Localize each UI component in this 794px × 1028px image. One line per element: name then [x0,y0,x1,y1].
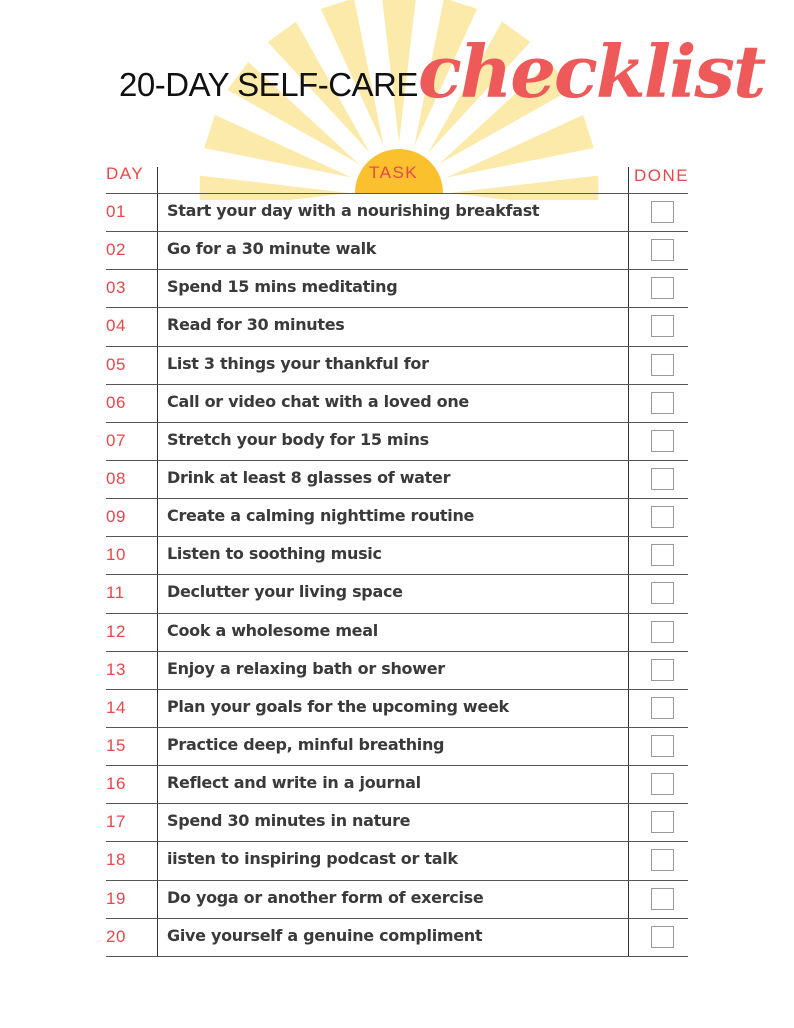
task-text: Stretch your body for 15 mins [167,429,429,449]
task-text: iisten to inspiring podcast or talk [167,849,458,869]
task-text: Call or video chat with a loved one [167,391,469,411]
day-number: 10 [106,545,126,565]
day-number: 17 [106,812,126,832]
table-row [106,307,688,345]
day-number: 11 [106,583,125,603]
task-text: Go for a 30 minute walk [167,239,377,259]
task-text: Listen to soothing music [167,544,382,564]
column-header-day: DAY [106,164,145,183]
done-checkbox[interactable] [651,582,674,604]
done-checkbox[interactable] [651,392,674,414]
table-row [106,841,688,879]
table-row [106,193,688,231]
day-number: 05 [106,354,126,374]
table-row [106,346,688,384]
day-number: 16 [106,774,126,794]
day-number: 06 [106,392,126,412]
day-number: 07 [106,430,126,450]
task-text: Cook a wholesome meal [167,620,378,640]
column-header-done: DONE [634,166,690,185]
task-text: List 3 things your thankful for [167,353,429,373]
page-title-script: checklist [418,29,765,114]
day-number: 02 [106,240,126,260]
done-checkbox[interactable] [651,735,674,757]
table-row [106,574,688,612]
table-row [106,613,688,651]
page-title: 20-DAY SELF-CARE [119,66,418,103]
done-checkbox[interactable] [651,430,674,452]
done-checkbox[interactable] [651,811,674,833]
done-checkbox[interactable] [651,697,674,719]
day-number: 01 [106,202,126,221]
checklist-table [106,193,688,957]
done-checkbox[interactable] [651,659,674,681]
day-number: 20 [106,926,126,946]
day-number: 04 [106,316,126,336]
table-row [106,651,688,689]
done-checkbox[interactable] [651,277,674,299]
task-text: Spend 30 minutes in nature [167,811,411,831]
table-row [106,422,688,460]
table-row [106,689,688,727]
column-header-task: TASK [369,163,419,182]
table-row [106,536,688,574]
task-text: Create a calming nighttime routine [167,506,475,526]
done-checkbox[interactable] [651,506,674,528]
done-checkbox[interactable] [651,888,674,910]
task-text: Spend 15 mins meditating [167,277,398,297]
done-checkbox[interactable] [651,773,674,795]
day-number: 03 [106,278,126,298]
task-text: Give yourself a genuine compliment [167,925,483,945]
table-row [106,918,688,957]
day-number: 08 [106,468,126,488]
day-number: 09 [106,507,126,527]
table-row [106,880,688,918]
table-row [106,460,688,498]
day-number: 12 [106,621,126,641]
table-row [106,727,688,765]
done-checkbox[interactable] [651,544,674,566]
done-checkbox[interactable] [651,315,674,337]
day-number: 18 [106,850,126,870]
table-row [106,803,688,841]
done-checkbox[interactable] [651,849,674,871]
task-text: Plan your goals for the upcoming week [167,696,509,716]
table-row [106,384,688,422]
day-number: 13 [106,659,126,679]
task-text: Practice deep, minful breathing [167,734,445,754]
done-checkbox[interactable] [651,201,674,223]
done-checkbox[interactable] [651,468,674,490]
task-text: Start your day with a nourishing breakfast [167,201,540,220]
table-row [106,231,688,269]
done-checkbox[interactable] [651,239,674,261]
task-text: Enjoy a relaxing bath or shower [167,658,445,678]
table-row [106,765,688,803]
day-number: 15 [106,735,126,755]
table-row [106,498,688,536]
task-text: Reflect and write in a journal [167,773,421,793]
task-text: Do yoga or another form of exercise [167,887,484,907]
task-text: Declutter your living space [167,582,403,602]
day-number: 14 [106,697,126,717]
task-text: Drink at least 8 glasses of water [167,467,451,487]
day-number: 19 [106,888,126,908]
table-row [106,269,688,307]
done-checkbox[interactable] [651,621,674,643]
task-text: Read for 30 minutes [167,315,345,335]
done-checkbox[interactable] [651,354,674,376]
done-checkbox[interactable] [651,926,674,948]
